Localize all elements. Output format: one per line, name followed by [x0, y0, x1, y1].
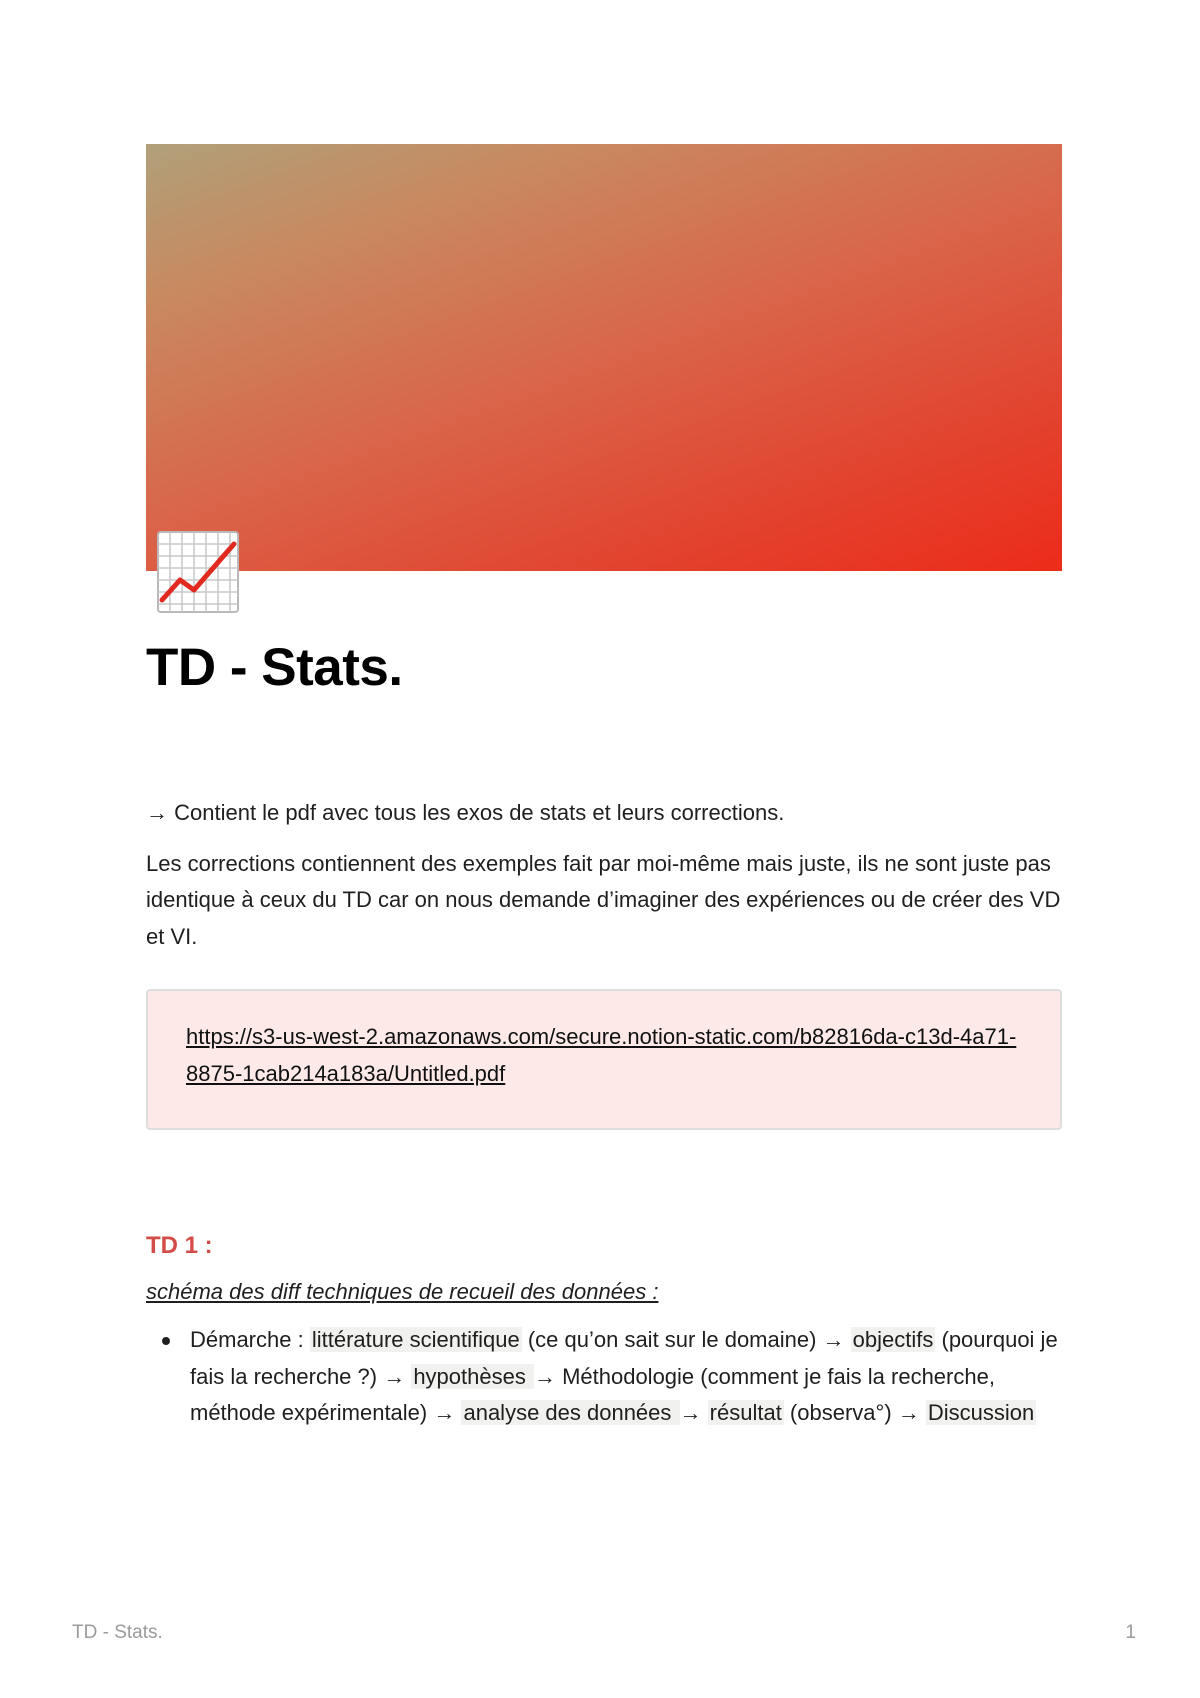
page-content — [146, 795, 1062, 1432]
td1-subheading: schéma des diff techniques de recueil des données : — [146, 1279, 659, 1304]
highlight-resultat: résultat — [709, 1400, 782, 1425]
highlight-analyse: analyse des données — [463, 1400, 678, 1425]
bullet-text: → — [679, 1400, 708, 1425]
footer-title: TD - Stats. — [72, 1622, 163, 1643]
chart-increasing-icon — [156, 530, 240, 614]
highlight-litterature: littérature scientifique — [311, 1327, 520, 1352]
bullet-text: (observa°) → — [783, 1400, 926, 1425]
bullet-text: (pourquoi je fais la recherche ?) → — [190, 1327, 1058, 1389]
page-title: TD - Stats. — [146, 638, 403, 697]
bullet-text: → Méthodologie (comment je fais la recherche, méthode expérimentale) → — [190, 1363, 995, 1425]
td1-bullet-list — [146, 1322, 1062, 1432]
pdf-link[interactable]: https://s3-us-west-2.amazonaws.com/secure.notion-static.com/b82816da-c13d-4a71-8875-1cab214a183a/Untitled.pdf — [186, 1024, 1017, 1086]
callout-box — [146, 989, 1062, 1130]
bullet-text: Démarche : — [190, 1327, 310, 1352]
intro-paragraph-2: Les corrections contiennent des exemples fait par moi-même mais juste, ils ne sont juste pas identique à ceux du TD car on nous demande d’imaginer des expériences ou de créer des VD et VI. — [146, 850, 1061, 949]
highlight-discussion: Discussion — [927, 1400, 1035, 1425]
td1-heading: TD 1 : — [146, 1232, 213, 1259]
footer-page-number: 1 — [1125, 1622, 1136, 1643]
highlight-hypotheses: hypothèses — [413, 1363, 532, 1389]
highlight-objectifs: objectifs — [852, 1327, 934, 1352]
page-cover-image — [146, 144, 1062, 571]
chart-increasing-icon-graphic — [156, 530, 240, 614]
intro-paragraph-1: → Contient le pdf avec tous les exos de stats et leurs corrections. — [146, 800, 785, 825]
list-item — [190, 1322, 1062, 1432]
bullet-text: (ce qu’on sait sur le domaine) → — [521, 1327, 851, 1352]
